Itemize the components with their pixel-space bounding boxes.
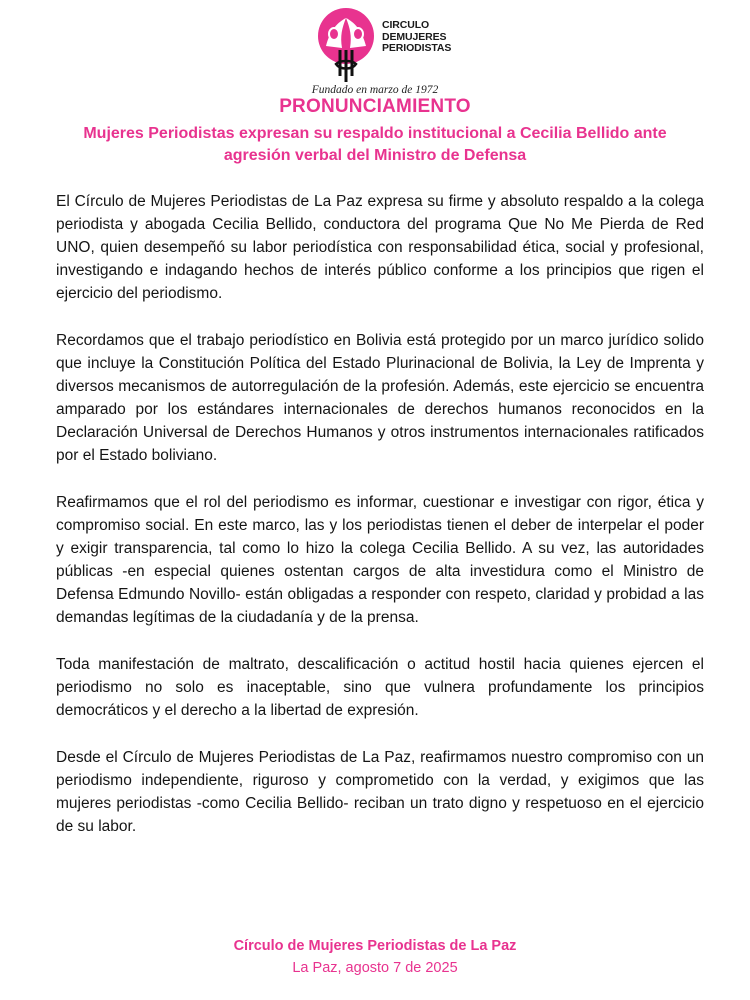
signature-organization: Círculo de Mujeres Periodistas de La Paz bbox=[233, 938, 517, 954]
logo-wordmark bbox=[382, 20, 451, 55]
body-paragraph-2: Recordamos que el trabajo periodístico en Bolivia está protegido por un marco jurídico solido que incluye la Constitución Política del Estado Plurinacional de Bolivia, la Ley de Imprenta y diversos mecanismos de autorregulación de la profesión. Además, este ejercicio se encuentra amparado por los estándares internacionales de derechos humanos reconocidos en la Declaración Universal de Derechos Humanos y otros instrumentos internacionales ratificados por el Estado boliviano. bbox=[56, 332, 704, 464]
body-paragraph-3: Reafirmamos que el rol del periodismo es informar, cuestionar e investigar con rigor, ética y compromiso social. En este marco, las y los periodistas tienen el deber de interpelar el poder y exigir transparencia, tal como lo hizo la colega Cecilia Bellido. A su vez, las autoridades públicas -en especial quienes ostentan cargos de alta investidura como el Ministro de Defensa Edmundo Novillo- están obligadas a responder con respeto, claridad y probidad a las demandas legítimas de la ciudadanía y de la prensa. bbox=[56, 494, 704, 626]
organization-logo bbox=[300, 6, 460, 86]
logo-line-2: DEMUJERES bbox=[382, 30, 447, 43]
body-paragraph-5: Desde el Círculo de Mujeres Periodistas de La Paz, reafirmamos nuestro compromiso con un periodismo independiente, riguroso y comprometido con la verdad, y exigimos que las mujeres periodistas -como Cecilia Bellido- reciban un trato digno y respetuoso en el ejercicio de su labor. bbox=[56, 749, 704, 835]
body-paragraph-1: El Círculo de Mujeres Periodistas de La Paz expresa su firme y absoluto respaldo a la colega periodista y abogada Cecilia Bellido, conductora del programa Que No Me Pierda de Red UNO, quien desempeñó su labor periodística con responsabilidad ética, social y profesional, investigando e indagando hechos de interés público conforme a los principios que rigen el ejercicio del periodismo. bbox=[56, 193, 704, 302]
logo-line-1: CIRCULO bbox=[382, 19, 430, 31]
body-paragraph-4: Toda manifestación de maltrato, descalificación o actitud hostil hacia quienes ejercen el periodismo no solo es inaceptable, sino que vulnera profundamente los principios democráticos y el derecho a la libertad de expresión. bbox=[56, 656, 704, 719]
founded-caption: Fundado en marzo de 1972 bbox=[311, 84, 439, 96]
logo-line-3: PERIODISTAS bbox=[382, 42, 452, 54]
document-body bbox=[56, 190, 704, 862]
document-subtitle: Mujeres Periodistas expresan su respaldo institucional a Cecilia Bellido ante agresión verbal del Ministro de Defensa bbox=[83, 125, 667, 164]
document-title: PRONUNCIAMIENTO bbox=[279, 96, 471, 117]
signature-date: La Paz, agosto 7 de 2025 bbox=[292, 960, 458, 976]
circle-women-journalists-logo-icon bbox=[312, 6, 380, 84]
